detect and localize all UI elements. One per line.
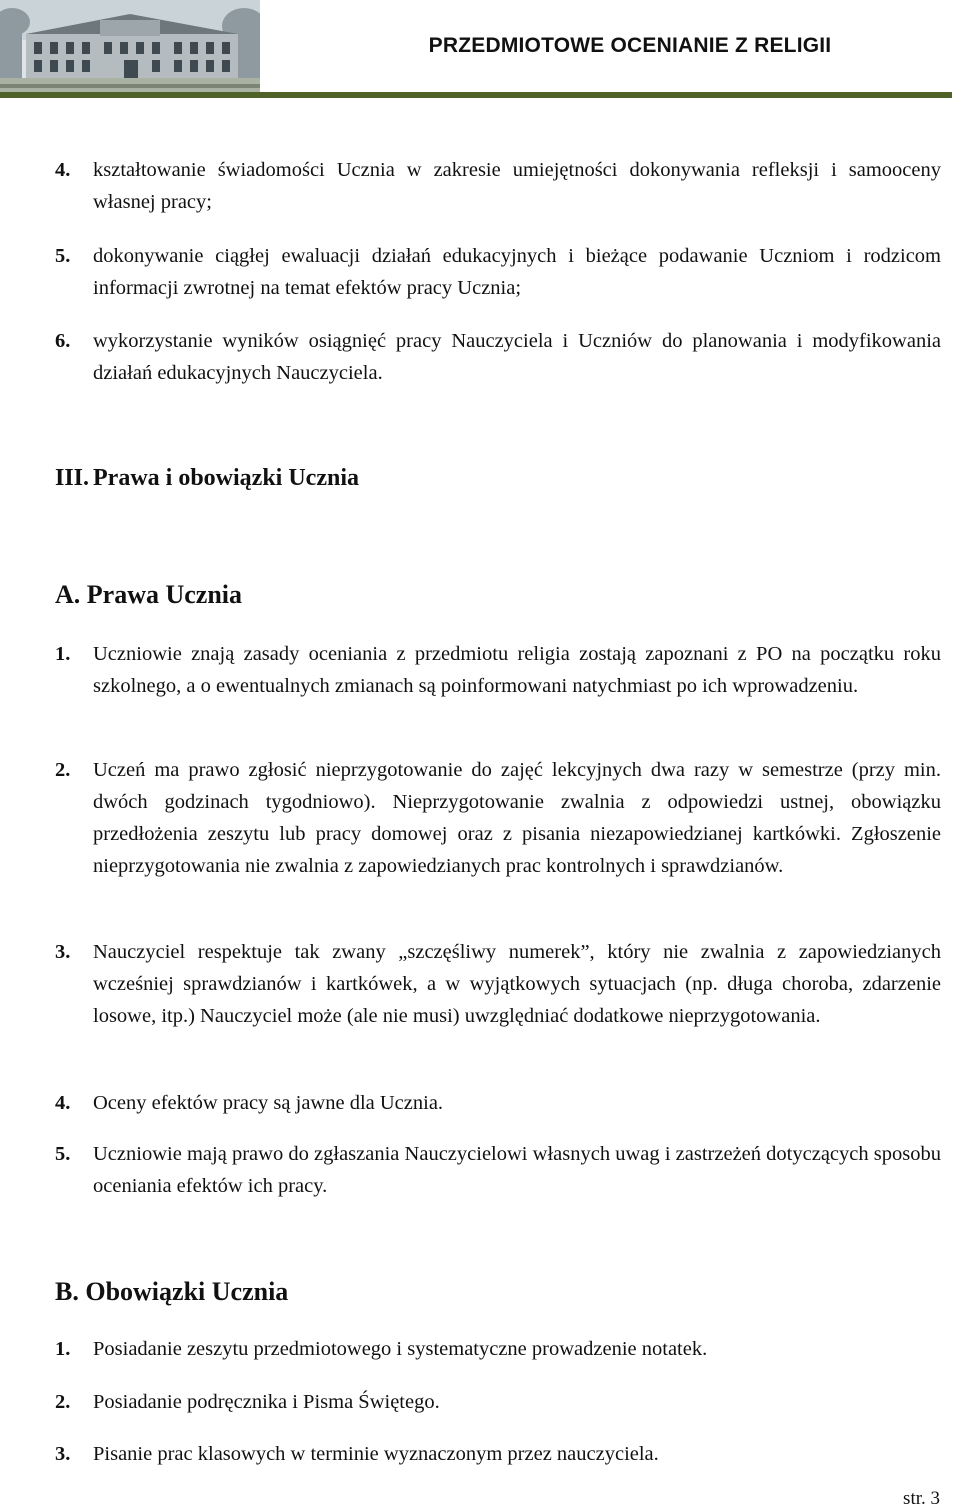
rights-item: Uczeń ma prawo zgłosić nieprzygotowanie do zajęć lekcyjnych dwa razy w semestrze (przy min. dwóch godzinach tygodniowo). Nieprzygotowanie zwalnia z odpowiedzi ustnej, obowiązku przedłożenia zeszytu lub pracy domowej oraz z pisania niezapowiedzianej kartkówki. Zgłoszenie nieprzygotowania nie zwalnia z zapowiedzianych prac kontrolnych i sprawdzianów.	[93, 759, 941, 877]
list-item: kształtowanie świadomości Ucznia w zakresie umiejętności dokonywania refleksji i samooceny własnej pracy;	[93, 159, 941, 213]
section-number: III.	[55, 465, 90, 491]
duties-item: Posiadanie zeszytu przedmiotowego i systematyczne prowadzenie notatek.	[93, 1338, 708, 1360]
rights-item: Nauczyciel respektuje tak zwany „szczęśliwy numerek”, który nie zwalnia z zapowiedzianych wcześniej sprawdzianów i kartkówek, a w wyjątkowych sytuacjach (np. długa choroba, zdarzenie losowe, itp.) Nauczyciel może (ale nie musi) uwzględniać dodatkowe nieprzygotowania.	[93, 941, 941, 1027]
school-building-logo	[0, 0, 260, 97]
list-item-number: 5.	[55, 245, 71, 267]
rights-item: Uczniowie mają prawo do zgłaszania Nauczycielowi własnych uwag i zastrzeżeń dotyczących sposobu oceniania efektów ich pracy.	[93, 1143, 941, 1197]
list-item-number: 6.	[55, 330, 71, 352]
header-divider	[0, 92, 952, 98]
rights-item-number: 4.	[55, 1092, 71, 1114]
document-title: PRZEDMIOTOWE OCENIANIE Z RELIGII	[428, 34, 832, 57]
list-item: dokonywanie ciągłej ewaluacji działań edukacyjnych i bieżące podawanie Uczniom i rodzicom informacji zwrotnej na temat efektów pracy Ucznia;	[93, 245, 941, 299]
page-header	[0, 0, 960, 98]
duties-item-number: 3.	[55, 1443, 71, 1465]
rights-item-number: 1.	[55, 643, 71, 665]
list-item-number: 4.	[55, 159, 71, 181]
list-item: wykorzystanie wyników osiągnięć pracy Nauczyciela i Uczniów do planowania i modyfikowania działań edukacyjnych Nauczyciela.	[93, 330, 941, 384]
duties-heading: B. Obowiązki Ucznia	[55, 1277, 289, 1306]
duties-item-number: 2.	[55, 1391, 71, 1413]
rights-item-number: 5.	[55, 1143, 71, 1165]
rights-item: Oceny efektów pracy są jawne dla Ucznia.	[93, 1092, 444, 1114]
rights-item: Uczniowie znają zasady oceniania z przedmiotu religia zostają zapoznani z PO na początku roku szkolnego, a o ewentualnych zmianach są poinformowani natychmiast po ich wprowadzeniu.	[93, 643, 941, 697]
page-number: str. 3	[903, 1488, 940, 1509]
duties-item-number: 1.	[55, 1338, 71, 1360]
rights-heading: A. Prawa Ucznia	[55, 580, 243, 609]
section-title: Prawa i obowiązki Ucznia	[93, 465, 359, 491]
rights-item-number: 2.	[55, 759, 71, 781]
duties-item: Posiadanie podręcznika i Pisma Świętego.	[93, 1391, 440, 1413]
duties-item: Pisanie prac klasowych w terminie wyznaczonym przez nauczyciela.	[93, 1443, 659, 1465]
rights-item-number: 3.	[55, 941, 71, 963]
